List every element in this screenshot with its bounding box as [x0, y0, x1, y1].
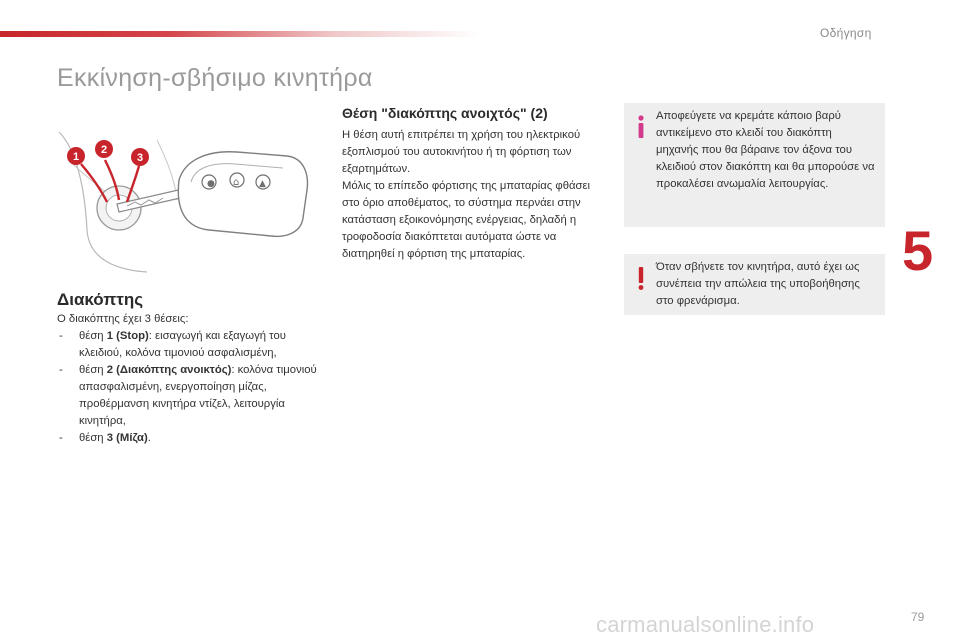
info-box	[624, 103, 885, 227]
section-name: Οδήγηση	[820, 26, 872, 40]
list-item	[57, 328, 317, 362]
trunk-symbol-icon: ▲	[259, 179, 266, 189]
positions-list	[57, 328, 317, 447]
chapter-number: 5	[902, 219, 934, 282]
lock-symbol-icon: ●	[207, 179, 215, 189]
position-2-title: Θέση "διακόπτης ανοιχτός" (2)	[342, 105, 548, 121]
callout-2-label: 2	[100, 144, 108, 156]
page-title: Εκκίνηση-σβήσιμο κινητήρα	[57, 64, 373, 92]
list-item	[57, 362, 317, 430]
position-label: 3 (Μίζα)	[106, 432, 148, 444]
warning-text: Όταν σβήνετε τον κινητήρα, αυτό έχει ως συνέπεια την απώλεια της υποβοήθησης στο φρενάρισμα.	[656, 261, 860, 307]
position-label: 2 (Διακόπτης ανοικτός)	[106, 364, 232, 376]
arrow-position-1	[81, 164, 107, 202]
warning-box	[624, 254, 885, 315]
page-number: 79	[911, 610, 925, 624]
switch-description	[57, 311, 317, 447]
position-text: : κολόνα τιμονιού απασφαλισμένη, ενεργοποίηση μίζας, προθέρμανση κινητήρα ντίζελ, λειτουργία κινητήρα,	[79, 364, 317, 427]
list-dash: -	[59, 432, 63, 444]
watermark: carmanualsonline.info	[596, 612, 815, 637]
position-text: : εισαγωγή και εξαγωγή του κλειδιού, κολόνα τιμονιού ασφαλισμένη,	[79, 330, 286, 359]
info-icon	[634, 114, 648, 140]
position-2-paragraph-1: Η θέση αυτή επιτρέπει τη χρήση του ηλεκτρικού εξοπλισμού του αυτοκινήτου ή τη φόρτιση των εξαρτημάτων.	[342, 129, 581, 175]
callout-3-label: 3	[136, 152, 144, 164]
position-2-description	[342, 127, 597, 263]
list-dash: -	[59, 330, 63, 342]
info-text: Αποφεύγετε να κρεμάτε κάποιο βαρύ αντικείμενο στο κλειδί του διακόπτη μηχανής που θα βάραινε τον άξονα του κλειδιού στον διακόπτη και θα μπορούσε να προκαλέσει ανωμαλία λειτουργίας.	[656, 110, 875, 190]
header-accent-bar	[0, 31, 480, 37]
list-item	[57, 430, 317, 447]
position-text: .	[147, 432, 151, 444]
position-2-paragraph-2: Μόλις το επίπεδο φόρτισης της μπαταρίας φθάσει στο όριο αποθέματος, το σύστημα περνάει στην κατάσταση εξοικονόμησης ενέργειας, δηλαδή η τροφοδοσία διακόπτεται αυτόματα ώστε να διατηρηθεί η φόρτιση της μπαταρίας.	[342, 180, 591, 260]
position-label: 1 (Stop)	[106, 330, 149, 342]
callout-1-label: 1	[72, 151, 80, 163]
position-prefix: θέση	[79, 330, 107, 342]
position-prefix: θέση	[79, 432, 107, 444]
switch-intro: Ο διακόπτης έχει 3 θέσεις:	[57, 313, 189, 325]
switch-title: Διακόπτης	[57, 290, 144, 309]
unlock-symbol-icon: ⌂	[233, 177, 240, 188]
warning-icon	[634, 265, 648, 291]
list-dash: -	[59, 364, 63, 376]
position-prefix: θέση	[79, 364, 107, 376]
ignition-key-illustration	[57, 120, 314, 277]
